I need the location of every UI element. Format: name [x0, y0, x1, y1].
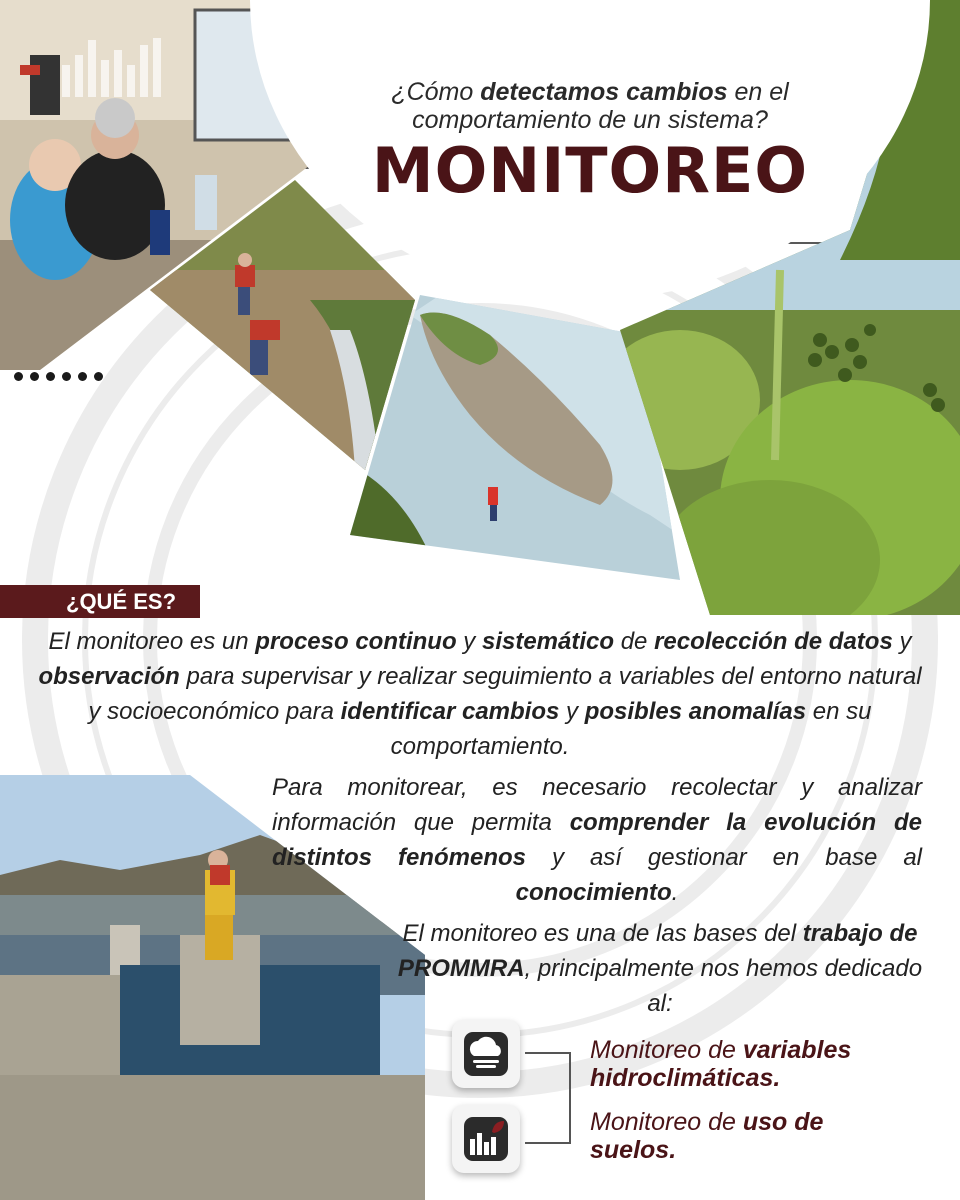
item-hydroclimatic: Monitoreo de variables hidroclimáticas.: [590, 1036, 852, 1092]
item-land-use: Monitoreo de uso de suelos.: [590, 1108, 824, 1164]
hydroclimatic-tile: [452, 1020, 520, 1088]
header-question: ¿Cómo detectamos cambios en el comportamiento de un sistema?: [391, 78, 789, 134]
dots-decoration: [14, 372, 103, 381]
definition-paragraph: El monitoreo es un proceso continuo y sistemático de recolección de datos y observación para supervisar y realizar seguimiento a variables del entorno natural y socioeconómico para identificar cambios y posibles anomalías en su comportamiento.: [38, 628, 922, 760]
items-connector: [525, 1052, 571, 1144]
cloud-fog-icon: [464, 1032, 508, 1076]
purpose-paragraph: Para monitorear, es necesario recolectar y analizar información que permita comprender la evolución de distintos fenómenos y así gestionar en base al conocimiento.: [272, 774, 923, 906]
chart-leaf-icon: [464, 1117, 508, 1161]
prommra-paragraph: El monitoreo es una de las bases del trabajo de PROMMRA, principalmente nos hemos dedicado al:: [397, 920, 923, 1017]
page-title: MONITOREO: [371, 134, 809, 207]
section-tag: ¿QUÉ ES?: [0, 585, 200, 618]
land-use-tile: [452, 1105, 520, 1173]
